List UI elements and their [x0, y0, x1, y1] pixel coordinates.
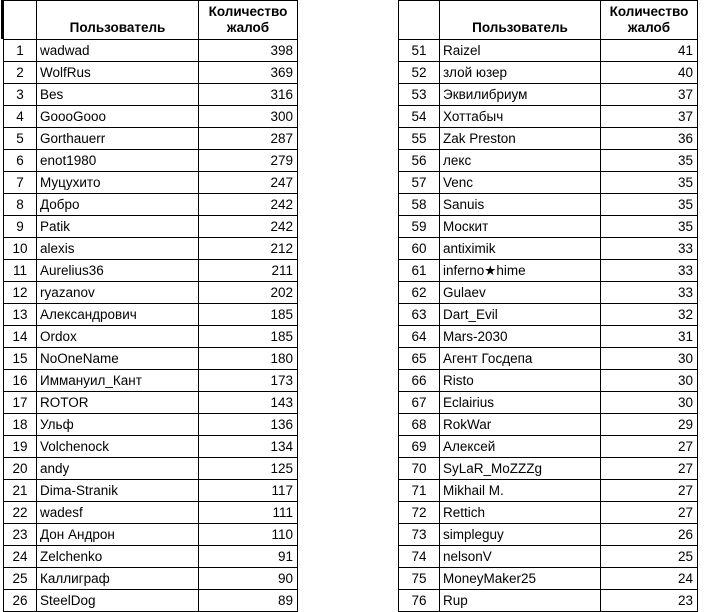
row-rank-cell[interactable]: 20 [4, 458, 37, 480]
table-row [4, 414, 298, 436]
table-row [4, 546, 298, 568]
row-user-cell[interactable]: MoneyMaker25 [440, 568, 601, 590]
user-header-cell[interactable]: Пользователь [37, 1, 199, 40]
row-rank-cell[interactable]: 23 [4, 524, 37, 546]
table-row [4, 348, 298, 370]
table-row [399, 436, 698, 458]
row-complaints-cell[interactable]: 25 [601, 546, 698, 568]
rank-header-cell[interactable] [4, 1, 37, 40]
row-complaints-cell[interactable]: 33 [601, 260, 698, 282]
row-complaints-cell[interactable]: 37 [601, 84, 698, 106]
row-rank-cell[interactable]: 17 [4, 392, 37, 414]
row-user-cell[interactable]: Zelchenko [37, 546, 199, 568]
table-row [4, 62, 298, 84]
row-rank-cell[interactable]: 76 [399, 590, 440, 612]
row-rank-cell[interactable]: 55 [399, 128, 440, 150]
row-user-cell[interactable]: GoooGooo [37, 106, 199, 128]
row-rank-cell[interactable]: 74 [399, 546, 440, 568]
row-user-cell[interactable]: Aurelius36 [37, 260, 199, 282]
row-rank-cell[interactable]: 72 [399, 502, 440, 524]
table-row [399, 194, 698, 216]
row-rank-cell[interactable]: 71 [399, 480, 440, 502]
row-user-cell[interactable]: Ульф [37, 414, 199, 436]
row-rank-cell[interactable]: 67 [399, 392, 440, 414]
row-complaints-cell[interactable]: 27 [601, 480, 698, 502]
row-complaints-cell[interactable]: 185 [199, 304, 298, 326]
row-user-cell[interactable]: wadesf [37, 502, 199, 524]
row-complaints-cell[interactable]: 30 [601, 392, 698, 414]
table-row [399, 326, 698, 348]
row-user-cell[interactable]: Агент Госдепа [440, 348, 601, 370]
row-user-cell[interactable]: SyLaR_MoZZZg [440, 458, 601, 480]
row-complaints-cell[interactable]: 143 [199, 392, 298, 414]
table-row [399, 62, 698, 84]
table-row [399, 40, 698, 62]
row-user-cell[interactable]: Rup [440, 590, 601, 612]
table-row [399, 282, 698, 304]
row-complaints-cell[interactable]: 26 [601, 524, 698, 546]
row-user-cell[interactable]: inferno★hime [440, 260, 601, 282]
table-row [4, 216, 298, 238]
table-row [399, 414, 698, 436]
row-user-cell[interactable]: Александрович [37, 304, 199, 326]
table-row [399, 304, 698, 326]
row-rank-cell[interactable]: 9 [4, 216, 37, 238]
row-rank-cell[interactable]: 53 [399, 84, 440, 106]
table-row [399, 84, 698, 106]
row-rank-cell[interactable]: 2 [4, 62, 37, 84]
table-row [399, 348, 698, 370]
row-user-cell[interactable]: Sanuis [440, 194, 601, 216]
row-user-cell[interactable]: Gorthauerr [37, 128, 199, 150]
row-user-cell[interactable]: Алексей [440, 436, 601, 458]
row-user-cell[interactable]: alexis [37, 238, 199, 260]
table-row [4, 436, 298, 458]
row-user-cell[interactable]: ryazanov [37, 282, 199, 304]
row-complaints-cell[interactable]: 23 [601, 590, 698, 612]
table-row [4, 458, 298, 480]
row-complaints-cell[interactable]: 31 [601, 326, 698, 348]
row-rank-cell[interactable]: 68 [399, 414, 440, 436]
row-complaints-cell[interactable]: 185 [199, 326, 298, 348]
row-rank-cell[interactable]: 75 [399, 568, 440, 590]
table-row [399, 172, 698, 194]
table-row [4, 502, 298, 524]
row-rank-cell[interactable]: 52 [399, 62, 440, 84]
row-rank-cell[interactable]: 51 [399, 40, 440, 62]
row-rank-cell[interactable]: 64 [399, 326, 440, 348]
row-user-cell[interactable]: Dart_Evil [440, 304, 601, 326]
row-complaints-cell[interactable]: 125 [199, 458, 298, 480]
row-user-cell[interactable]: wadwad [37, 40, 199, 62]
row-user-cell[interactable]: Zak Preston [440, 128, 601, 150]
row-user-cell[interactable]: Ordox [37, 326, 199, 348]
table-row [399, 568, 698, 590]
user-header-cell[interactable]: Пользователь [440, 1, 601, 40]
row-rank-cell[interactable]: 21 [4, 480, 37, 502]
row-complaints-cell[interactable]: 247 [199, 172, 298, 194]
row-user-cell[interactable]: Volchenock [37, 436, 199, 458]
row-user-cell[interactable]: andy [37, 458, 199, 480]
row-rank-cell[interactable]: 66 [399, 370, 440, 392]
row-complaints-cell[interactable]: 32 [601, 304, 698, 326]
table-row [399, 238, 698, 260]
row-complaints-cell[interactable]: 180 [199, 348, 298, 370]
row-user-cell[interactable]: enot1980 [37, 150, 199, 172]
row-complaints-cell[interactable]: 35 [601, 172, 698, 194]
header-row [4, 1, 298, 40]
table-row [4, 150, 298, 172]
row-complaints-cell[interactable]: 30 [601, 370, 698, 392]
row-complaints-cell[interactable]: 117 [199, 480, 298, 502]
table-row [399, 392, 698, 414]
row-complaints-cell[interactable]: 369 [199, 62, 298, 84]
complaints-header-cell[interactable]: Количество жалоб [199, 1, 298, 40]
row-complaints-cell[interactable]: 211 [199, 260, 298, 282]
row-complaints-cell[interactable]: 91 [199, 546, 298, 568]
table-row [4, 40, 298, 62]
table-row [399, 150, 698, 172]
complaints-table-right [398, 0, 698, 612]
table-row [4, 392, 298, 414]
row-user-cell[interactable]: NoOneName [37, 348, 199, 370]
table-row [399, 370, 698, 392]
row-rank-cell[interactable]: 57 [399, 172, 440, 194]
table-row [4, 194, 298, 216]
row-rank-cell[interactable]: 15 [4, 348, 37, 370]
table-row [399, 106, 698, 128]
table-row [399, 546, 698, 568]
table-row [399, 524, 698, 546]
row-complaints-cell[interactable]: 27 [601, 436, 698, 458]
row-rank-cell[interactable]: 10 [4, 238, 37, 260]
table-row [399, 458, 698, 480]
row-user-cell[interactable]: RokWar [440, 414, 601, 436]
rank-header-cell[interactable] [399, 1, 440, 40]
row-user-cell[interactable]: Иммануил_Кант [37, 370, 199, 392]
row-user-cell[interactable]: simpleguy [440, 524, 601, 546]
row-complaints-cell[interactable]: 110 [199, 524, 298, 546]
table-row [4, 568, 298, 590]
row-user-cell[interactable]: Venc [440, 172, 601, 194]
row-user-cell[interactable]: лекс [440, 150, 601, 172]
row-rank-cell[interactable]: 62 [399, 282, 440, 304]
row-complaints-cell[interactable]: 33 [601, 238, 698, 260]
row-rank-cell[interactable]: 59 [399, 216, 440, 238]
row-user-cell[interactable]: Raizel [440, 40, 601, 62]
row-user-cell[interactable]: WolfRus [37, 62, 199, 84]
row-user-cell[interactable]: nelsonV [440, 546, 601, 568]
row-rank-cell[interactable]: 22 [4, 502, 37, 524]
row-complaints-cell[interactable]: 27 [601, 458, 698, 480]
row-complaints-cell[interactable]: 173 [199, 370, 298, 392]
table-row [4, 128, 298, 150]
table-row [4, 260, 298, 282]
row-rank-cell[interactable]: 65 [399, 348, 440, 370]
row-rank-cell[interactable]: 69 [399, 436, 440, 458]
table-row [4, 106, 298, 128]
table-row [4, 590, 298, 612]
row-rank-cell[interactable]: 11 [4, 260, 37, 282]
row-user-cell[interactable]: Эквилибриум [440, 84, 601, 106]
row-complaints-cell[interactable]: 24 [601, 568, 698, 590]
row-complaints-cell[interactable]: 40 [601, 62, 698, 84]
row-user-cell[interactable]: Mars-2030 [440, 326, 601, 348]
row-complaints-cell[interactable]: 398 [199, 40, 298, 62]
table-row [4, 304, 298, 326]
row-complaints-cell[interactable]: 41 [601, 40, 698, 62]
complaints-table-left [3, 0, 298, 612]
row-complaints-cell[interactable]: 90 [199, 568, 298, 590]
row-user-cell[interactable]: Добро [37, 194, 199, 216]
table-row [399, 128, 698, 150]
row-rank-cell[interactable]: 18 [4, 414, 37, 436]
row-rank-cell[interactable]: 6 [4, 150, 37, 172]
row-user-cell[interactable]: злой юзер [440, 62, 601, 84]
table-row [4, 282, 298, 304]
row-user-cell[interactable]: antiximik [440, 238, 601, 260]
row-rank-cell[interactable]: 58 [399, 194, 440, 216]
row-rank-cell[interactable]: 3 [4, 84, 37, 106]
row-complaints-cell[interactable]: 37 [601, 106, 698, 128]
row-user-cell[interactable]: Bes [37, 84, 199, 106]
row-user-cell[interactable]: Eclairius [440, 392, 601, 414]
row-user-cell[interactable]: Хоттабыч [440, 106, 601, 128]
row-rank-cell[interactable]: 25 [4, 568, 37, 590]
row-user-cell[interactable]: Каллиграф [37, 568, 199, 590]
table-row [399, 590, 698, 612]
row-user-cell[interactable]: Муцухито [37, 172, 199, 194]
row-complaints-cell[interactable]: 35 [601, 150, 698, 172]
row-complaints-cell[interactable]: 111 [199, 502, 298, 524]
row-rank-cell[interactable]: 26 [4, 590, 37, 612]
row-rank-cell[interactable]: 7 [4, 172, 37, 194]
row-rank-cell[interactable]: 54 [399, 106, 440, 128]
row-complaints-cell[interactable]: 134 [199, 436, 298, 458]
row-complaints-cell[interactable]: 242 [199, 194, 298, 216]
row-user-cell[interactable]: Gulaev [440, 282, 601, 304]
table-body-right [399, 40, 698, 612]
row-user-cell[interactable]: Patik [37, 216, 199, 238]
row-complaints-cell[interactable]: 35 [601, 216, 698, 238]
table-row [399, 260, 698, 282]
row-rank-cell[interactable]: 12 [4, 282, 37, 304]
row-rank-cell[interactable]: 4 [4, 106, 37, 128]
row-rank-cell[interactable]: 60 [399, 238, 440, 260]
table-row [4, 480, 298, 502]
row-complaints-cell[interactable]: 27 [601, 502, 698, 524]
row-complaints-cell[interactable]: 89 [199, 590, 298, 612]
row-complaints-cell[interactable]: 202 [199, 282, 298, 304]
table-row [4, 326, 298, 348]
row-complaints-cell[interactable]: 300 [199, 106, 298, 128]
table-row [399, 480, 698, 502]
row-complaints-cell[interactable]: 316 [199, 84, 298, 106]
row-user-cell[interactable]: Москит [440, 216, 601, 238]
table-row [4, 370, 298, 392]
table-row [4, 84, 298, 106]
row-rank-cell[interactable]: 5 [4, 128, 37, 150]
row-complaints-cell[interactable]: 212 [199, 238, 298, 260]
row-user-cell[interactable]: Mikhail M. [440, 480, 601, 502]
table-row [4, 524, 298, 546]
table-row [4, 238, 298, 260]
row-rank-cell[interactable]: 61 [399, 260, 440, 282]
row-complaints-cell[interactable]: 29 [601, 414, 698, 436]
row-rank-cell[interactable]: 63 [399, 304, 440, 326]
row-complaints-cell[interactable]: 279 [199, 150, 298, 172]
row-rank-cell[interactable]: 1 [4, 40, 37, 62]
row-complaints-cell[interactable]: 33 [601, 282, 698, 304]
row-user-cell[interactable]: Дон Андрон [37, 524, 199, 546]
row-complaints-cell[interactable]: 36 [601, 128, 698, 150]
table-row [399, 216, 698, 238]
row-complaints-cell[interactable]: 35 [601, 194, 698, 216]
row-rank-cell[interactable]: 70 [399, 458, 440, 480]
row-complaints-cell[interactable]: 136 [199, 414, 298, 436]
row-rank-cell[interactable]: 16 [4, 370, 37, 392]
row-complaints-cell[interactable]: 242 [199, 216, 298, 238]
row-user-cell[interactable]: ROTOR [37, 392, 199, 414]
row-user-cell[interactable]: Dima-Stranik [37, 480, 199, 502]
table-row [4, 172, 298, 194]
table-row [399, 502, 698, 524]
row-rank-cell[interactable]: 13 [4, 304, 37, 326]
row-user-cell[interactable]: Rettich [440, 502, 601, 524]
row-rank-cell[interactable]: 14 [4, 326, 37, 348]
table-body-left [4, 40, 298, 612]
row-complaints-cell[interactable]: 30 [601, 348, 698, 370]
row-rank-cell[interactable]: 19 [4, 436, 37, 458]
row-rank-cell[interactable]: 73 [399, 524, 440, 546]
row-rank-cell[interactable]: 24 [4, 546, 37, 568]
complaints-header-cell[interactable]: Количество жалоб [601, 1, 698, 40]
row-user-cell[interactable]: Risto [440, 370, 601, 392]
header-row [399, 1, 698, 40]
row-rank-cell[interactable]: 56 [399, 150, 440, 172]
row-user-cell[interactable]: SteelDog [37, 590, 199, 612]
row-rank-cell[interactable]: 8 [4, 194, 37, 216]
row-complaints-cell[interactable]: 287 [199, 128, 298, 150]
